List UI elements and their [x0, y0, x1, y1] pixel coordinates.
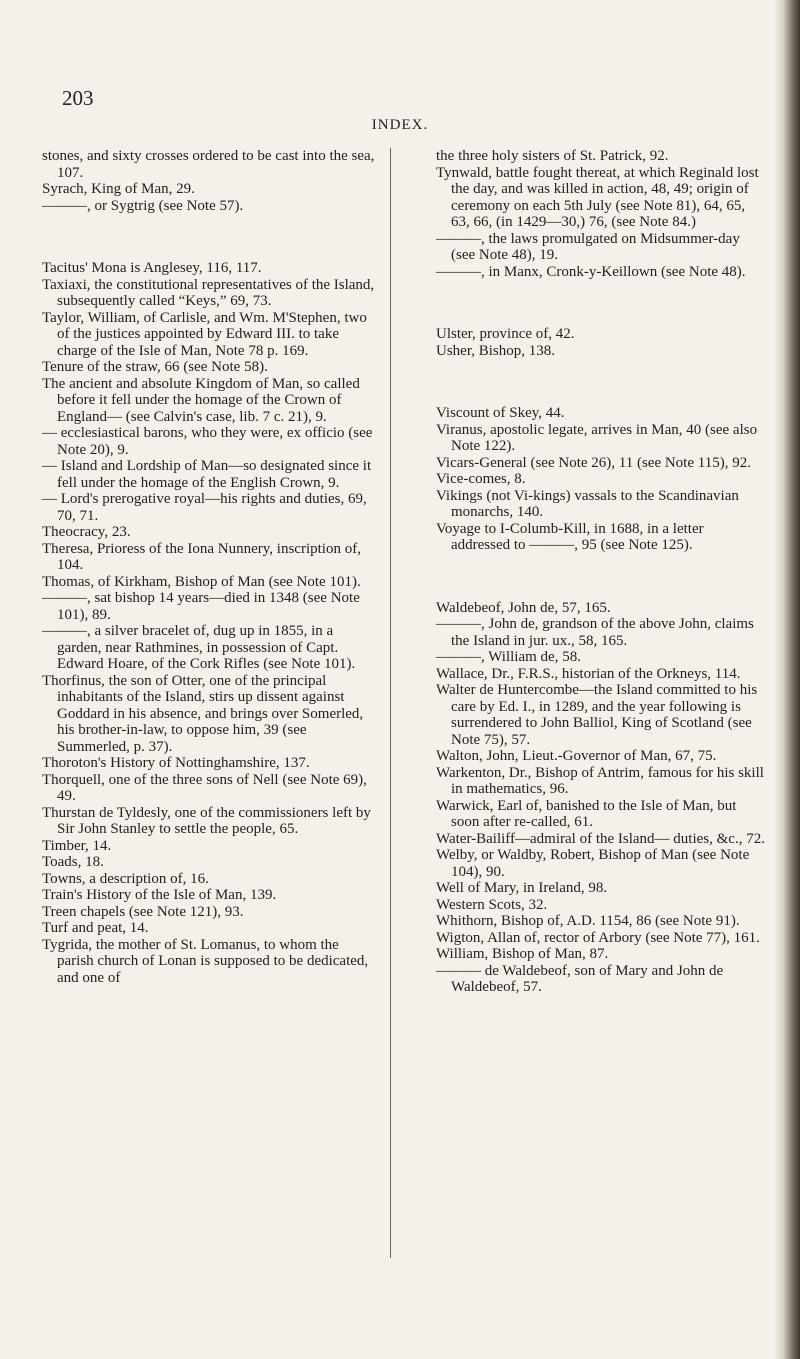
index-entry: ———, a silver bracelet of, dug up in 1855, in a garden, near Rathmines, in possession of Capt. Edward Hoare, of the Cork Rifles (see Note 101).: [42, 623, 356, 672]
index-entry: Warwick, Earl of, banished to the Isle of Man, but soon after re-called, 61.: [436, 797, 737, 830]
index-entry: Whithorn, Bishop of, A.D. 1154, 86 (see Note 91).: [436, 913, 740, 929]
index-entry: Vice-comes, 8.: [436, 471, 526, 487]
page-edge-shadow: [774, 0, 800, 1359]
index-entry: Thomas, of Kirkham, Bishop of Man (see Note 101).: [42, 573, 361, 590]
index-entry: ———, in Manx, Cronk-y-Keillown (see Note 48).: [436, 263, 746, 280]
index-entry: Treen chapels (see Note 121), 93.: [42, 903, 244, 920]
index-entry: Theresa, Prioress of the Iona Nunnery, inscription of, 104.: [42, 540, 361, 573]
index-entry: Towns, a description of, 16.: [42, 870, 209, 887]
index-entry: Walter de Huntercombe—the Island committed to his care by Ed. I., in 1289, and the year following is surrendered to John Balliol, King of Scotland (see Note 75), 57.: [436, 682, 758, 748]
right-column: [436, 148, 766, 996]
index-entry: — Lord's prerogative royal—his rights and duties, 69, 70, 71.: [42, 491, 367, 524]
index-entry: ———, or Sygtrig (see Note 57).: [42, 197, 244, 214]
index-entry: ———, William de, 58.: [436, 649, 581, 665]
index-entry: Syrach, King of Man, 29.: [42, 181, 195, 197]
index-entry: stones, and sixty crosses ordered to be cast into the sea, 107.: [42, 148, 375, 181]
entry-gap: [436, 374, 766, 390]
index-entry: Well of Mary, in Ireland, 98.: [436, 880, 608, 896]
index-entry: — ecclesiastical barons, who they were, ex officio (see Note 20), 9.: [42, 425, 373, 458]
entry-gap: [436, 295, 766, 311]
index-entry: Water-Bailiff—admiral of the Island— duties, &c., 72.: [436, 830, 765, 847]
index-entry: — Island and Lordship of Man—so designated since it fell under the homage of the English Crown, 9.: [42, 458, 372, 491]
index-entry: ———, the laws promulgated on Midsummer-day (see Note 48), 19.: [436, 230, 740, 263]
index-entry: Vicars-General (see Note 26), 11 (see Note 115), 92.: [436, 454, 751, 471]
index-entry: Tynwald, battle fought thereat, at which Reginald lost the day, and was killed in action, 48, 49; origin of ceremony on each 5th July (see Note 81), 64, 65, 63, 66, (in 1429—30,) 76, (see Note 84.): [436, 164, 759, 230]
index-entry: The ancient and absolute Kingdom of Man, so called before it fell under the homage of the Crown of England— (see Calvin's case, lib. 7 c. 21), 9.: [42, 375, 360, 425]
index-entry: Turf and peat, 14.: [42, 920, 149, 936]
index-entry: Tygrida, the mother of St. Lomanus, to whom the parish church of Lonan is supposed to be dedicated, and one of: [42, 936, 369, 986]
index-entry: ———, John de, grandson of the above John, claims the Island in jur. ux., 58, 165.: [436, 616, 754, 649]
index-entry: Usher, Bishop, 138.: [436, 342, 555, 359]
index-entry: Viscount of Skey, 44.: [436, 405, 565, 421]
index-entry: Wallace, Dr., F.R.S., historian of the Orkneys, 114.: [436, 665, 741, 682]
index-entry: Warkenton, Dr., Bishop of Antrim, famous for his skill in mathematics, 96.: [436, 764, 764, 797]
running-head: INDEX.: [371, 117, 429, 133]
index-entry: ——— de Waldebeof, son of Mary and John de Waldebeof, 57.: [436, 962, 724, 995]
index-entry: Tacitus' Mona is Anglesey, 116, 117.: [42, 260, 262, 276]
left-column: [42, 148, 375, 986]
index-entry: the three holy sisters of St. Patrick, 92.: [436, 148, 669, 164]
index-entry: Timber, 14.: [42, 837, 112, 854]
index-entry: Tenure of the straw, 66 (see Note 58).: [42, 359, 268, 375]
index-entry: Theocracy, 23.: [42, 524, 131, 540]
column-divider: [390, 148, 391, 1258]
index-entry: Walton, John, Lieut.-Governor of Man, 67, 75.: [436, 748, 717, 764]
index-entry: Taxiaxi, the constitutional representatives of the Island, subsequently called “Keys,” 69, 73.: [42, 276, 375, 309]
entry-gap: [436, 569, 766, 585]
index-entry: William, Bishop of Man, 87.: [436, 946, 609, 962]
index-entry: Ulster, province of, 42.: [436, 326, 575, 342]
page-number: 203: [62, 86, 94, 110]
index-entry: Welby, or Waldby, Robert, Bishop of Man (see Note 104), 90.: [436, 847, 750, 880]
entry-gap: [42, 229, 375, 245]
index-entry: Train's History of the Isle of Man, 139.: [42, 887, 277, 903]
index-entry: Thorfinus, the son of Otter, one of the principal inhabitants of the Island, stirs up dissent against Goddard in his absence, and brings over Somerled, his brother-in-law, to oppose him, 39 (see Summerled, p. 37).: [42, 672, 364, 755]
index-entry: Vikings (not Vi-kings) vassals to the Scandinavian monarchs, 140.: [436, 487, 739, 520]
index-entry: Viranus, apostolic legate, arrives in Man, 40 (see also Note 122).: [436, 421, 758, 454]
index-entry: Toads, 18.: [42, 854, 104, 870]
index-entry: Thorquell, one of the three sons of Nell (see Note 69), 49.: [42, 771, 367, 804]
index-entry: Thurstan de Tyldesly, one of the commissioners left by Sir John Stanley to settle the people, 65.: [42, 804, 371, 837]
index-entry: ———, sat bishop 14 years—died in 1348 (see Note 101), 89.: [42, 590, 360, 623]
index-entry: Western Scots, 32.: [436, 896, 548, 913]
index-entry: Thoroton's History of Nottinghamshire, 137.: [42, 755, 310, 771]
index-entry: Voyage to I-Columb-Kill, in 1688, in a letter addressed to ———, 95 (see Note 125).: [436, 520, 704, 553]
index-entry: Taylor, William, of Carlisle, and Wm. M'Stephen, two of the justices appointed by Edward III. to take charge of the Isle of Man, Note 78 p. 169.: [42, 309, 367, 359]
index-entry: Waldebeof, John de, 57, 165.: [436, 599, 611, 616]
index-entry: Wigton, Allan of, rector of Arbory (see Note 77), 161.: [436, 929, 760, 946]
